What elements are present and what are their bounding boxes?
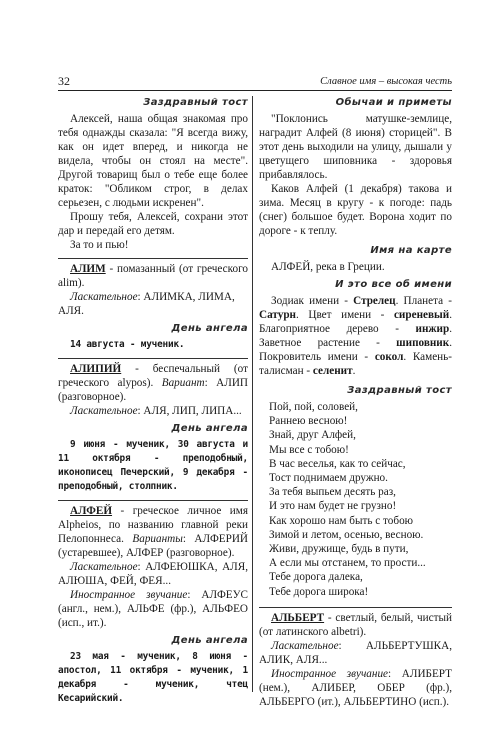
verse-line: В час веселья, как то сейчас,: [269, 457, 406, 470]
attr-text: . Покровитель имени -: [259, 337, 452, 363]
alipiy-name: АЛИПИЙ: [70, 363, 122, 375]
verse-line: Зимой и летом, осенью, весною.: [269, 528, 424, 541]
all-about-name-heading: И это все об имени: [335, 279, 452, 290]
toast-heading: Заздравный тост: [143, 97, 248, 108]
alfey-variant: : АЛФЕРИЙ (устаревшее), АЛФЕР (разговорное).: [58, 533, 248, 559]
left-column: [58, 96, 248, 706]
angel-day-text-3: 23 мая - мученик, 8 июня - апостол, 11 октября - мученик, 1 декабря - мученик, чтец Кесарийский.: [58, 651, 248, 704]
albert-foreign-text: : АЛИБЕРТ (нем.), АЛИБЕР, ОБЕР (фр.), АЛЬБЕРГО (ит.), АЛЬБЕРТИНО (исп.).: [259, 667, 452, 708]
albert-foreign: [259, 667, 452, 709]
alfey-entry: [58, 504, 248, 560]
section-rule: [259, 607, 452, 608]
color-value: сиреневый: [393, 309, 450, 321]
page-header: [58, 76, 452, 91]
running-head: Славное имя – высокая честь: [320, 76, 452, 87]
alim-affectionate: [58, 290, 248, 318]
attr-text: . Планета -: [395, 295, 452, 307]
alim-affect-text: : АЛИМКА, ЛИМА, АЛЯ.: [58, 291, 235, 317]
verse-line: За тебя выпьем десять раз,: [269, 486, 396, 499]
albert-entry: [259, 611, 452, 639]
alfey-definition: - греческое личное имя Alpheios, по названию главной реки Пелопоннеса.: [58, 505, 248, 545]
customs-paragraph-1: "Поклонись матушке-землице, наградит Алфей (8 июня) сторицей". В этот день выходили на улицу, дышали у цветущего шиповника - здоровья прибавлялось.: [259, 113, 452, 181]
alfey-foreign: [58, 588, 248, 630]
alim-affect-label: Ласкательное: [70, 291, 138, 303]
alipiy-variant-label: Вариант: [161, 377, 205, 389]
map-heading: Имя на карте: [370, 245, 452, 256]
alfey-affect-text: : АЛФЕЮШКА, АЛЯ, АЛЮША, ФЕЙ, ФЕЯ...: [58, 561, 248, 587]
attr-text: Зодиак имени -: [271, 295, 354, 307]
verse-line: Пой, пой, соловей,: [269, 401, 358, 413]
angel-day-heading-3: День ангела: [171, 635, 248, 646]
attr-text: .: [352, 365, 356, 377]
toast-paragraph-2: Прошу тебя, Алексей, сохрани этот дар и передай его детям.: [58, 211, 248, 237]
attr-text: . Заветное растение -: [259, 323, 452, 349]
stone-value: селенит: [312, 365, 353, 377]
alfey-foreign-text: : АЛФЕУС (англ., нем.), АЛЬФЕ (фр.), АЛЬФЕО (исп., ит.).: [58, 589, 248, 629]
customs-heading: Обычаи и приметы: [335, 97, 452, 108]
alim-definition: - помазанный (от греческого alim).: [58, 263, 248, 289]
toast-verse: [259, 400, 452, 599]
planet-value: Сатурн: [259, 309, 296, 321]
alfey-foreign-label: Иностранное звучание: [70, 589, 188, 601]
verse-line: Раннею весною!: [269, 415, 348, 428]
page-number: 32: [58, 74, 70, 88]
toast-paragraph-1: Алексей, наша общая знакомая про тебя однажды сказала: "Я всегда вижу, как он идет вперед, и никогда не видела, чтобы он стоял на месте". Другой товарищ был о тебе еще более краток: "Обликом строг, в делах серьезен, с людьми искренен".: [58, 113, 248, 209]
alipiy-variant: : АЛИП (разговорное).: [58, 377, 248, 403]
albert-definition: - светлый, белый, чистый (от латинского albetri).: [259, 611, 452, 638]
albert-affect-label: Ласкательное: [271, 639, 339, 652]
verse-line: Тебе дорога далека,: [269, 571, 363, 584]
plant-value: шиповник: [396, 337, 450, 349]
verse-line: Знай, друг Алфей,: [269, 429, 356, 442]
tree-value: инжир: [415, 323, 450, 335]
attr-text: . Благоприятное дерево -: [259, 309, 452, 335]
alim-entry: [58, 262, 248, 290]
alfey-name: АЛФЕЙ: [70, 505, 113, 517]
albert-affect-text: : АЛЬБЕРТУШКА, АЛИК, АЛЯ...: [259, 639, 452, 666]
angel-day-text-2: 9 июня - мученик, 30 августа и 11 октября - преподобный, иконописец Печерский, 9 декабря - преподобный, столпник.: [58, 439, 248, 492]
section-rule: [58, 358, 248, 359]
alipiy-definition: - беспечальный (от греческого alypos).: [58, 363, 248, 389]
section-rule: [58, 500, 248, 501]
alipiy-entry: [58, 362, 248, 404]
verse-line: А если мы отстанем, то прости...: [269, 557, 426, 570]
alipiy-affect-label: Ласкательное: [70, 405, 138, 417]
right-column: [259, 96, 452, 709]
verse-line: Как хорошо нам быть с тобою: [269, 514, 414, 527]
angel-day-text-1: 14 августа - мученик.: [70, 339, 185, 350]
verse-line: И это нам будет не грузно!: [269, 500, 397, 513]
toast-heading-2: Заздравный тост: [347, 385, 452, 396]
map-text: АЛФЕЙ, река в Греции.: [271, 261, 385, 273]
albert-foreign-label: Иностранное звучание: [271, 667, 389, 680]
alfey-affect-label: Ласкательное: [70, 561, 138, 573]
name-attributes: [259, 294, 452, 378]
section-rule: [58, 258, 248, 259]
alipiy-affect-text: : АЛЯ, ЛИП, ЛИПА...: [137, 405, 242, 417]
alfey-affectionate: [58, 560, 248, 588]
attr-text: . Камень-талисман -: [259, 351, 452, 377]
alim-name: АЛИМ: [70, 263, 106, 275]
verse-line: Мы все с тобою!: [269, 443, 349, 456]
column-divider: [252, 96, 253, 692]
zodiac-value: Стрелец: [353, 295, 396, 307]
toast-paragraph-3: За то и пью!: [70, 239, 129, 251]
angel-day-heading-2: День ангела: [171, 423, 248, 434]
verse-line: Живи, дружище, будь в пути,: [269, 543, 409, 556]
angel-day-heading-1: День ангела: [171, 323, 248, 334]
verse-line: Тост поднимаем дружно.: [269, 472, 388, 485]
alfey-variant-label: Варианты: [132, 533, 183, 545]
customs-paragraph-2: Каков Алфей (1 декабря) такова и зима. Месяц в кругу - к погоде: падь (снег) большое будет. Ворона ходит по дороге - к теплу.: [259, 183, 452, 237]
patron-value: сокол: [374, 351, 404, 363]
albert-affectionate: [259, 639, 452, 667]
albert-name: АЛЬБЕРТ: [271, 611, 325, 624]
alipiy-affectionate: [58, 404, 248, 418]
attr-text: . Цвет имени -: [296, 309, 394, 321]
verse-line: Тебе дорога широка!: [269, 585, 369, 598]
